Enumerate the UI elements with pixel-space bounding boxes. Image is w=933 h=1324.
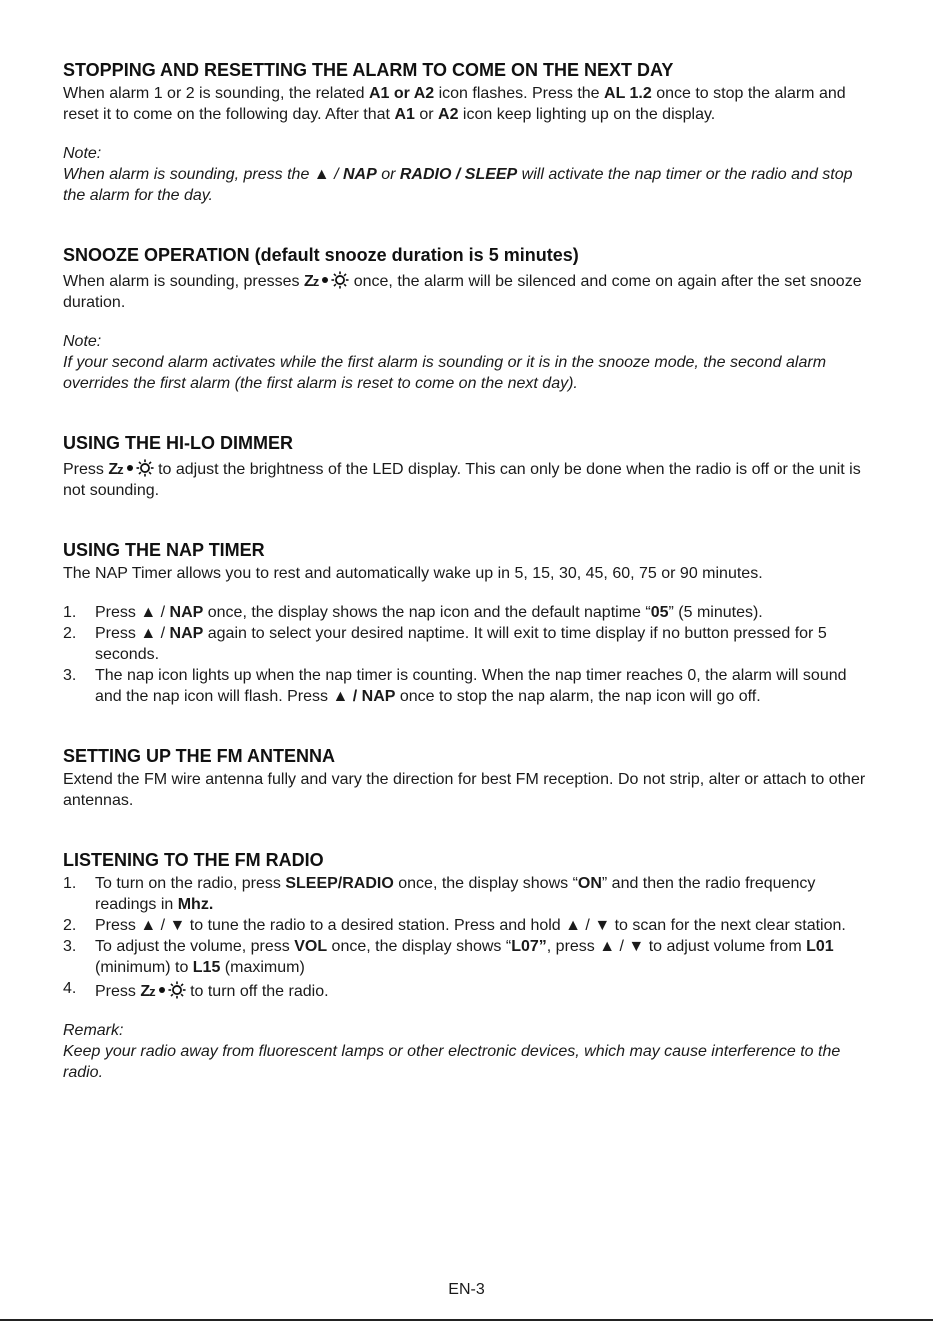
body-text: Press Z z to adjust the brightness of the LED display. This can only be done when the radio is off or the unit is not sounding. [63, 456, 873, 501]
body-text: The NAP Timer allows you to rest and automatically wake up in 5, 15, 30, 45, 60, 75 or 90 minutes. [63, 565, 763, 582]
list-item: 1. To turn on the radio, press SLEEP/RADIO once, the display shows “ON” and then the radio frequency readings in Mhz. [63, 875, 816, 913]
bottom-rule [0, 1319, 933, 1321]
section-title: SETTING UP THE FM ANTENNA [63, 746, 336, 766]
note-label: Note: [63, 333, 102, 350]
section-title: SNOOZE OPERATION (default snooze duration is 5 minutes) [63, 245, 579, 265]
snooze-dimmer-icon: Z z [140, 978, 185, 1002]
body-text: When alarm is sounding, presses Z z once, the alarm will be silenced and come on again after the set snooze duration. [63, 268, 873, 313]
remark-label: Remark: [63, 1022, 124, 1039]
section-dimmer [63, 431, 873, 501]
section-title: USING THE NAP TIMER [63, 540, 265, 560]
note-text: If your second alarm activates while the first alarm is sounding or it is in the snooze mode, the second alarm overrides the first alarm (the first alarm is reset to come on the next day). [63, 354, 827, 392]
body-text: Extend the FM wire antenna fully and vary the direction for best FM reception. Do not strip, alter or attach to other antennas. [63, 771, 866, 809]
list-item: 1. Press ▲ / NAP once, the display shows the nap icon and the default naptime “05” (5 minutes). [63, 604, 763, 621]
list-item: 2. Press ▲ / NAP again to select your desired naptime. It will exit to time display if no button pressed for 5 seconds. [63, 625, 827, 663]
list-item: 2. Press ▲ / ▼ to tune the radio to a desired station. Press and hold ▲ / ▼ to scan for the next clear station. [63, 917, 846, 934]
nap-steps-list [63, 602, 873, 707]
section-fm-antenna [63, 744, 873, 811]
section-title: LISTENING TO THE FM RADIO [63, 850, 324, 870]
list-item: 3. The nap icon lights up when the nap timer is counting. When the nap timer reaches 0, the alarm will sound and the nap icon will flash. Press ▲ / NAP once to stop the nap alarm, the nap icon will go off. [63, 667, 847, 705]
note-text: When alarm is sounding, press the ▲ / NAP or RADIO / SLEEP will activate the nap timer or the radio and stop the alarm for the day. [63, 166, 853, 204]
note-label: Note: [63, 145, 102, 162]
section-title: STOPPING AND RESETTING THE ALARM TO COME ON THE NEXT DAY [63, 60, 674, 80]
section-nap-timer [63, 538, 873, 707]
snooze-dimmer-icon: Z z [108, 456, 153, 480]
body-text: When alarm 1 or 2 is sounding, the related A1 or A2 icon flashes. Press the AL 1.2 once to stop the alarm and reset it to come on the following day. After that A1 or A2 icon keep lighting up on the display. [63, 85, 846, 123]
snooze-dimmer-icon: Z z [304, 268, 349, 292]
section-fm-radio [63, 848, 873, 1083]
page-number: EN-3 [448, 1281, 485, 1298]
section-stop-reset [63, 58, 873, 206]
list-item: 3. To adjust the volume, press VOL once, the display shows “L07”, press ▲ / ▼ to adjust volume from L01 (minimum) to L15 (maximum) [63, 938, 834, 976]
section-snooze [63, 243, 873, 394]
remark-text: Keep your radio away from fluorescent lamps or other electronic devices, which may cause interference to the radio. [63, 1043, 841, 1081]
list-item: 4. Press Z z to turn off the radio. [63, 980, 329, 1000]
manual-page [63, 58, 873, 1083]
section-title: USING THE HI-LO DIMMER [63, 433, 293, 453]
radio-steps-list [63, 873, 873, 1002]
